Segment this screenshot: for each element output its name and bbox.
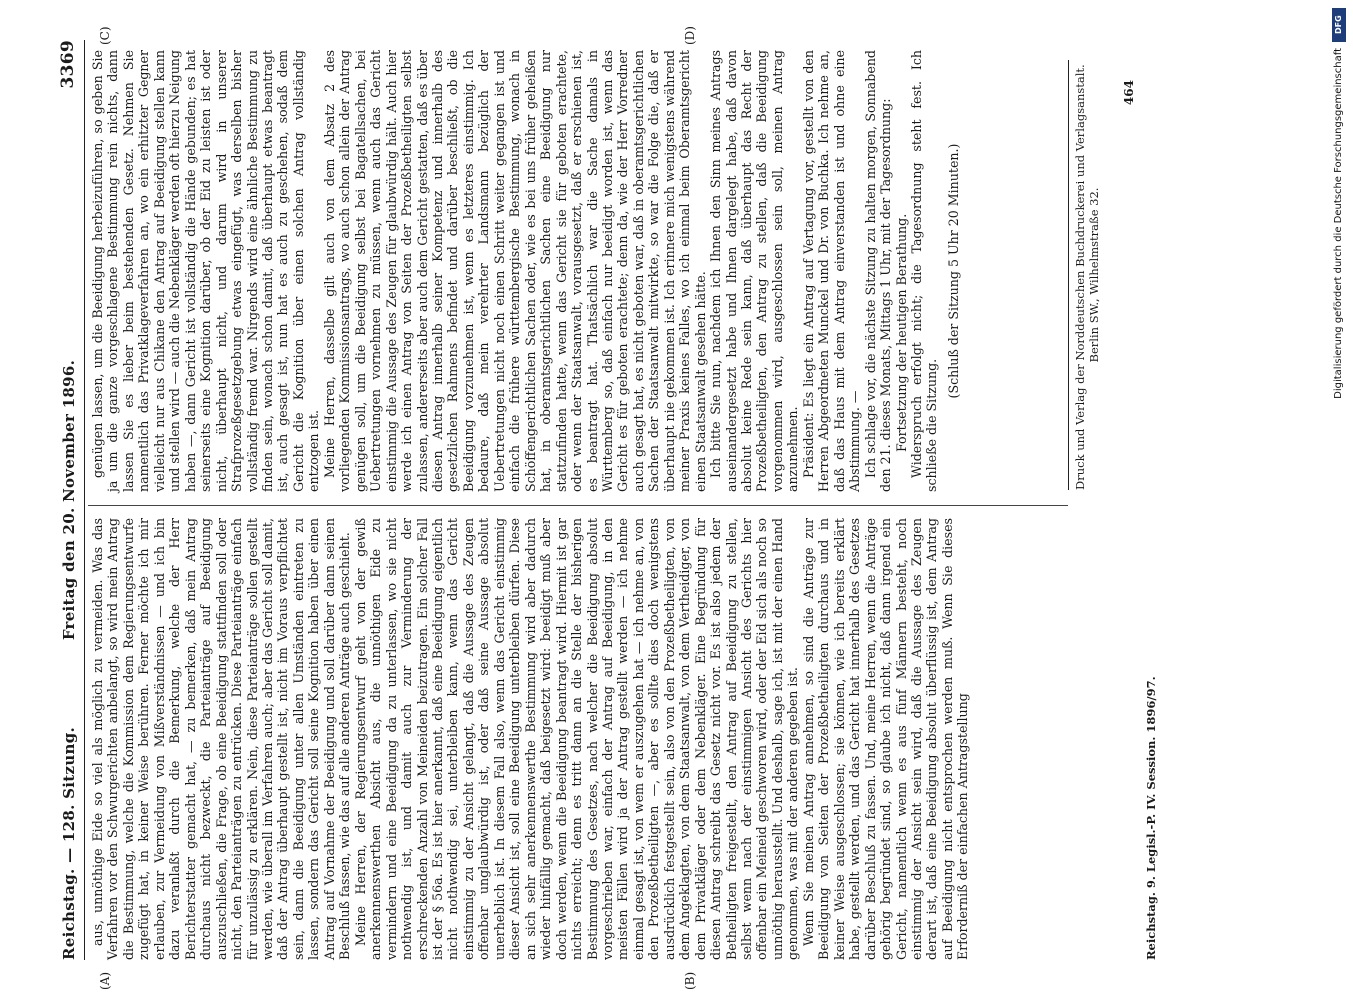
header-rule (84, 40, 85, 960)
dfg-credit: Digitalisierung gefördert durch die Deutsche Forschungsgemeinschaft (1333, 48, 1344, 399)
paragraph: Ich bitte Sie nun, nachdem ich Ihnen den Sinn meines Antrags auseinandergesetzt habe und Ihnen dargelegt habe, daß davon absolut keine Rede sein kann, daß überhaupt das Recht der Prozeßbetheiligten, den Antrag zu stellen, daß die Beeidigung vorgenommen wird, ausgeschlossen sein soll, meinen Antrag anzunehmen. (708, 50, 801, 492)
closing-note: (Schluß der Sitzung 5 Uhr 20 Minuten.) (945, 143, 961, 399)
paragraph: genügen lassen, um die Beeidigung herbeizuführen, so geben Sie ja um die ganze vorgeschlagene Bestimmung rein nichts, dann lassen Sie es lieber beim bestehenden Gesetz. Nehmen Sie namentlich das Privatklageverfahren an, wo ein erhitzter Gegner vielleicht nur aus Chikane den Antrag auf Beeidigung stellen kann und stellen wird — auch die Nebenkläger werden oft hierzu Neigung haben —, dann Gericht ist vollständig die Hände gebunden; es hat seinerseits eine Kognition darüber, ob der Eid zu leisten ist oder nicht, überhaupt nicht, und darum wird in unserer Strafprozeßgesetzgebung etwas eingefügt, was derselben bisher vollständig fremd war. Nirgends wird eine ähnliche Bestimmung zu finden sein, wonach schon damit, daß überhaupt etwas beantragt ist, auch gesagt ist, nun hat es auch zu geschehen, sodaß dem Gericht die Kognition über einen solchen Antrag vollständig entzogen ist. (90, 50, 322, 492)
dfg-logo-icon: DFG (1332, 8, 1346, 42)
page-number: 3369 (58, 40, 78, 89)
paragraph: Meine Herren, dasselbe gilt auch von dem Absatz 2 des vorliegenden Kommissionsantrags, wo auch schon allein der Antrag genügen soll, um die Beeidigung selbst bei Bagatellsachen, bei Uebertretungen vornehmen zu müssen, wenn auch das Gericht einstimmig die Aussage des Zeugen für glaubwürdig hält. Auch hier werde ich einen Antrag von Seiten der Prozeßbetheiligten selbst zulassen, andererseits aber auch dem Gericht gestatten, daß es über diesen Antrag innerhalb seiner Kompetenz und innerhalb des gesetzlichen Rahmens befindet und darüber beschließt, ob die Beeidigung vorzunehmen ist, wenn es letzteres einstimmig. Ich bedaure, daß mein verehrter Landsmann bezüglich der Uebertretungen nicht noch einen Schritt weiter gegangen ist und einfach die frühere württembergische Bestimmung, wonach in Schöffengerichtlichen Sachen oder, wie es bei uns früher geheißen hat, in oberamtsgerichtlichen Sachen eine Beeidigung nur stattzufinden hatte, wenn das Gericht sie für geboten erachtete, oder wenn der Staatsanwalt, vorausgesetzt, daß er erschienen ist, es beantragt hat. Thatsächlich war die Sache damals in Württemberg so, daß einfach nur beeidigt worden ist, wenn das Gericht es für geboten erachtete; denn da, wie der Herr Vorredner auch gesagt hat, es nicht geboten war, daß in oberamtsgerichtlichen Sachen der Staatsanwalt mitwirkte, so war die Folge die, daß er überhaupt nie gekommen ist. Ich erinnere mich wenigstens während meiner Praxis keines Falles, wo ich einmal beim Oberamtsgericht einen Staatsanwalt gesehen hätte. (321, 50, 708, 492)
margin-marker-b: (B) (683, 971, 697, 990)
paragraph: Widerspruch erfolgt nicht; die Tagesordnung steht fest. Ich schließe die Sitzung. (909, 50, 940, 492)
paragraph: Wenn Sie meinen Antrag annehmen, so sind die Anträge zur Beeidigung von Seiten der Prozeßbetheiligten durchaus und in keiner Weise ausgeschlossen; sie können, wie ich bereits erklärt habe, gestellt werden, und das Gericht hat innerhalb des Gesetzes darüber Beschluß zu fassen. Und, meine Herren, wenn die Anträge gehörig begründet sind, so glaube ich nicht, daß dann irgend ein Gericht, namentlich wenn es aus fünf Männern besteht, noch einstimmig der Ansicht sein wird, daß die Aussage des Zeugen derart ist, daß eine Beeidigung absolut überflüssig ist, dem Antrag auf Beeidigung nicht entsprochen werden muß. Wenn Sie dieses Erforderniß der einfachen Antragstellung (800, 518, 971, 960)
dfg-sidebar (1330, 8, 1350, 993)
text-column-right (90, 50, 961, 492)
imprint-address: Berlin SW., Wilhelmstraße 32. (1087, 187, 1101, 363)
agenda-item: Fortsetzung der heutigen Berathung. (893, 213, 909, 452)
margin-marker-c: (C) (98, 26, 112, 45)
text-column-left (90, 518, 971, 960)
footer-volume: Reichstag. 9. Legisl.-P. IV. Session. 1896/97. (1144, 676, 1158, 960)
imprint-number: 464 (1122, 80, 1136, 106)
imprint-publisher: Druck und Verlag der Norddeutschen Buchdruckerei und Verlagsanstalt. (1073, 64, 1087, 490)
paragraph-president: Präsident: Es liegt ein Antrag auf Vertagung vor, gestellt von den Herren Abgeordneten Munckel und Dr. von Buchka. Ich nehme an, daß das Haus mit dem Antrag einverstanden ist und ohne eine Abstimmung. — (800, 50, 863, 492)
paragraph: Ich schlage vor, die nächste Sitzung zu halten morgen, Sonnabend den 21. dieses Monats, Mittags 1 Uhr, mit der Tagesordnung: (862, 50, 894, 492)
paragraph: Meine Herren, der Regierungsentwurf geht von der gewiß anerkennenswerthen Absicht aus, die unnöthigen Eide zu vermindern und eine Beeidigung da zu unterlassen, wo sie nicht nothwendig ist, und damit auch zur Verminderung der erschreckenden Anzahl von Meineiden beizutragen. Ein solcher Fall ist der § 56a. Es ist hier anerkannt, daß eine Beeidigung eigentlich nicht nothwendig sei, unterbleiben kann, wenn das Gericht einstimmig zu der Ansicht gelangt, daß die Aussage des Zeugen offenbar unglaubwürdig ist, oder daß seine Aussage absolut unerheblich ist. In diesem Fall also, wenn das Gericht einstimmig dieser Ansicht ist, soll eine Beeidigung unterbleiben dürfen. Diese an sich sehr anerkennenswerthe Bestimmung wird aber dadurch wieder hinfällig gemacht, daß beigesetzt wird: beeidigt muß aber doch werden, wenn die Beeidigung beantragt wird. Hiermit ist gar nichts erreicht; denn es tritt dann an die Stelle der bisherigen Bestimmung des Gesetzes, nach welcher die Beeidigung absolut vorgeschrieben war, einfach der Antrag auf Beeidigung, in den meisten Fällen wird ja der Antrag gestellt werden — ich nehme einmal gesagt ist, von wem er auszugehen hat — ich nehme an, von den Prozeßbetheiligten —, aber es sollte dies doch wenigstens ausdrücklich festgestellt sein, also von den Prozeßbetheiligten, von dem Angeklagten, von dem Staatsanwalt, von dem Vertheidiger, von dem Privatkläger oder dem Nebenkläger. Eine Begründung für diesen Antrag schreibt das Gesetz nicht vor. Es ist also jedem der Betheiligten freigestellt, den Antrag auf Beeidigung zu stellen, selbst wenn nach der einstimmigen Ansicht des Gerichts hier offenbar ein Meineid geschworen wird, oder der Eid sich als noch so unnöthig herausstellt. Und deshalb, sage ich, ist mit der einen Hand genommen, was mit der anderen gegeben ist. (352, 518, 801, 960)
margin-marker-a: (A) (98, 971, 112, 990)
rotated-sheet (58, 26, 1158, 990)
header-session: Reichstag. — 128. Sitzung. (60, 726, 78, 960)
header-date: Freitag den 20. November 1896. (60, 359, 78, 641)
imprint (1068, 60, 1136, 490)
column-divider (88, 505, 1068, 506)
page-header (58, 40, 82, 960)
margin-marker-d: (D) (683, 26, 697, 45)
imprint-rule (1068, 60, 1069, 490)
paragraph: aus, unnöthige Eide so viel als möglich zu vermeiden. Was das Verfahren vor den Schwurgerichten anbelangt, so wird mein Antrag die Bestimmung, welche die Kommission dem Regierungsentwurfe zugefügt hat, in keiner Weise berühren. Ferner möchte ich mir erlauben, zur Vermeidung von Mißverständnissen — und ich bin dazu veranlaßt durch die Bemerkung, welche der Herr Berichterstatter gemacht hat, — zu bemerken, daß mein Antrag durchaus nicht bezweckt, die Parteianträge auf Beeidigung auszuschließen, die Frage, ob eine Beeidigung stattfinden soll oder nicht, den Parteianträgen zu entrücken. Diese Parteianträge einfach für unzulässig zu erklären. Nein, diese Parteianträge sollen gestellt werden, wie überall im Verfahren auch; aber das Gericht soll damit, daß der Antrag überhaupt gestellt ist, nicht im Voraus verpflichtet sein, dann die Beeidigung unter allen Umständen eintreten zu lassen, sondern das Gericht soll seine Kognition haben über einen Antrag auf Vornahme der Beeidigung und soll darüber dann seinen Beschluß fassen, wie das auf alle anderen Anträge auch geschieht. (90, 518, 353, 960)
